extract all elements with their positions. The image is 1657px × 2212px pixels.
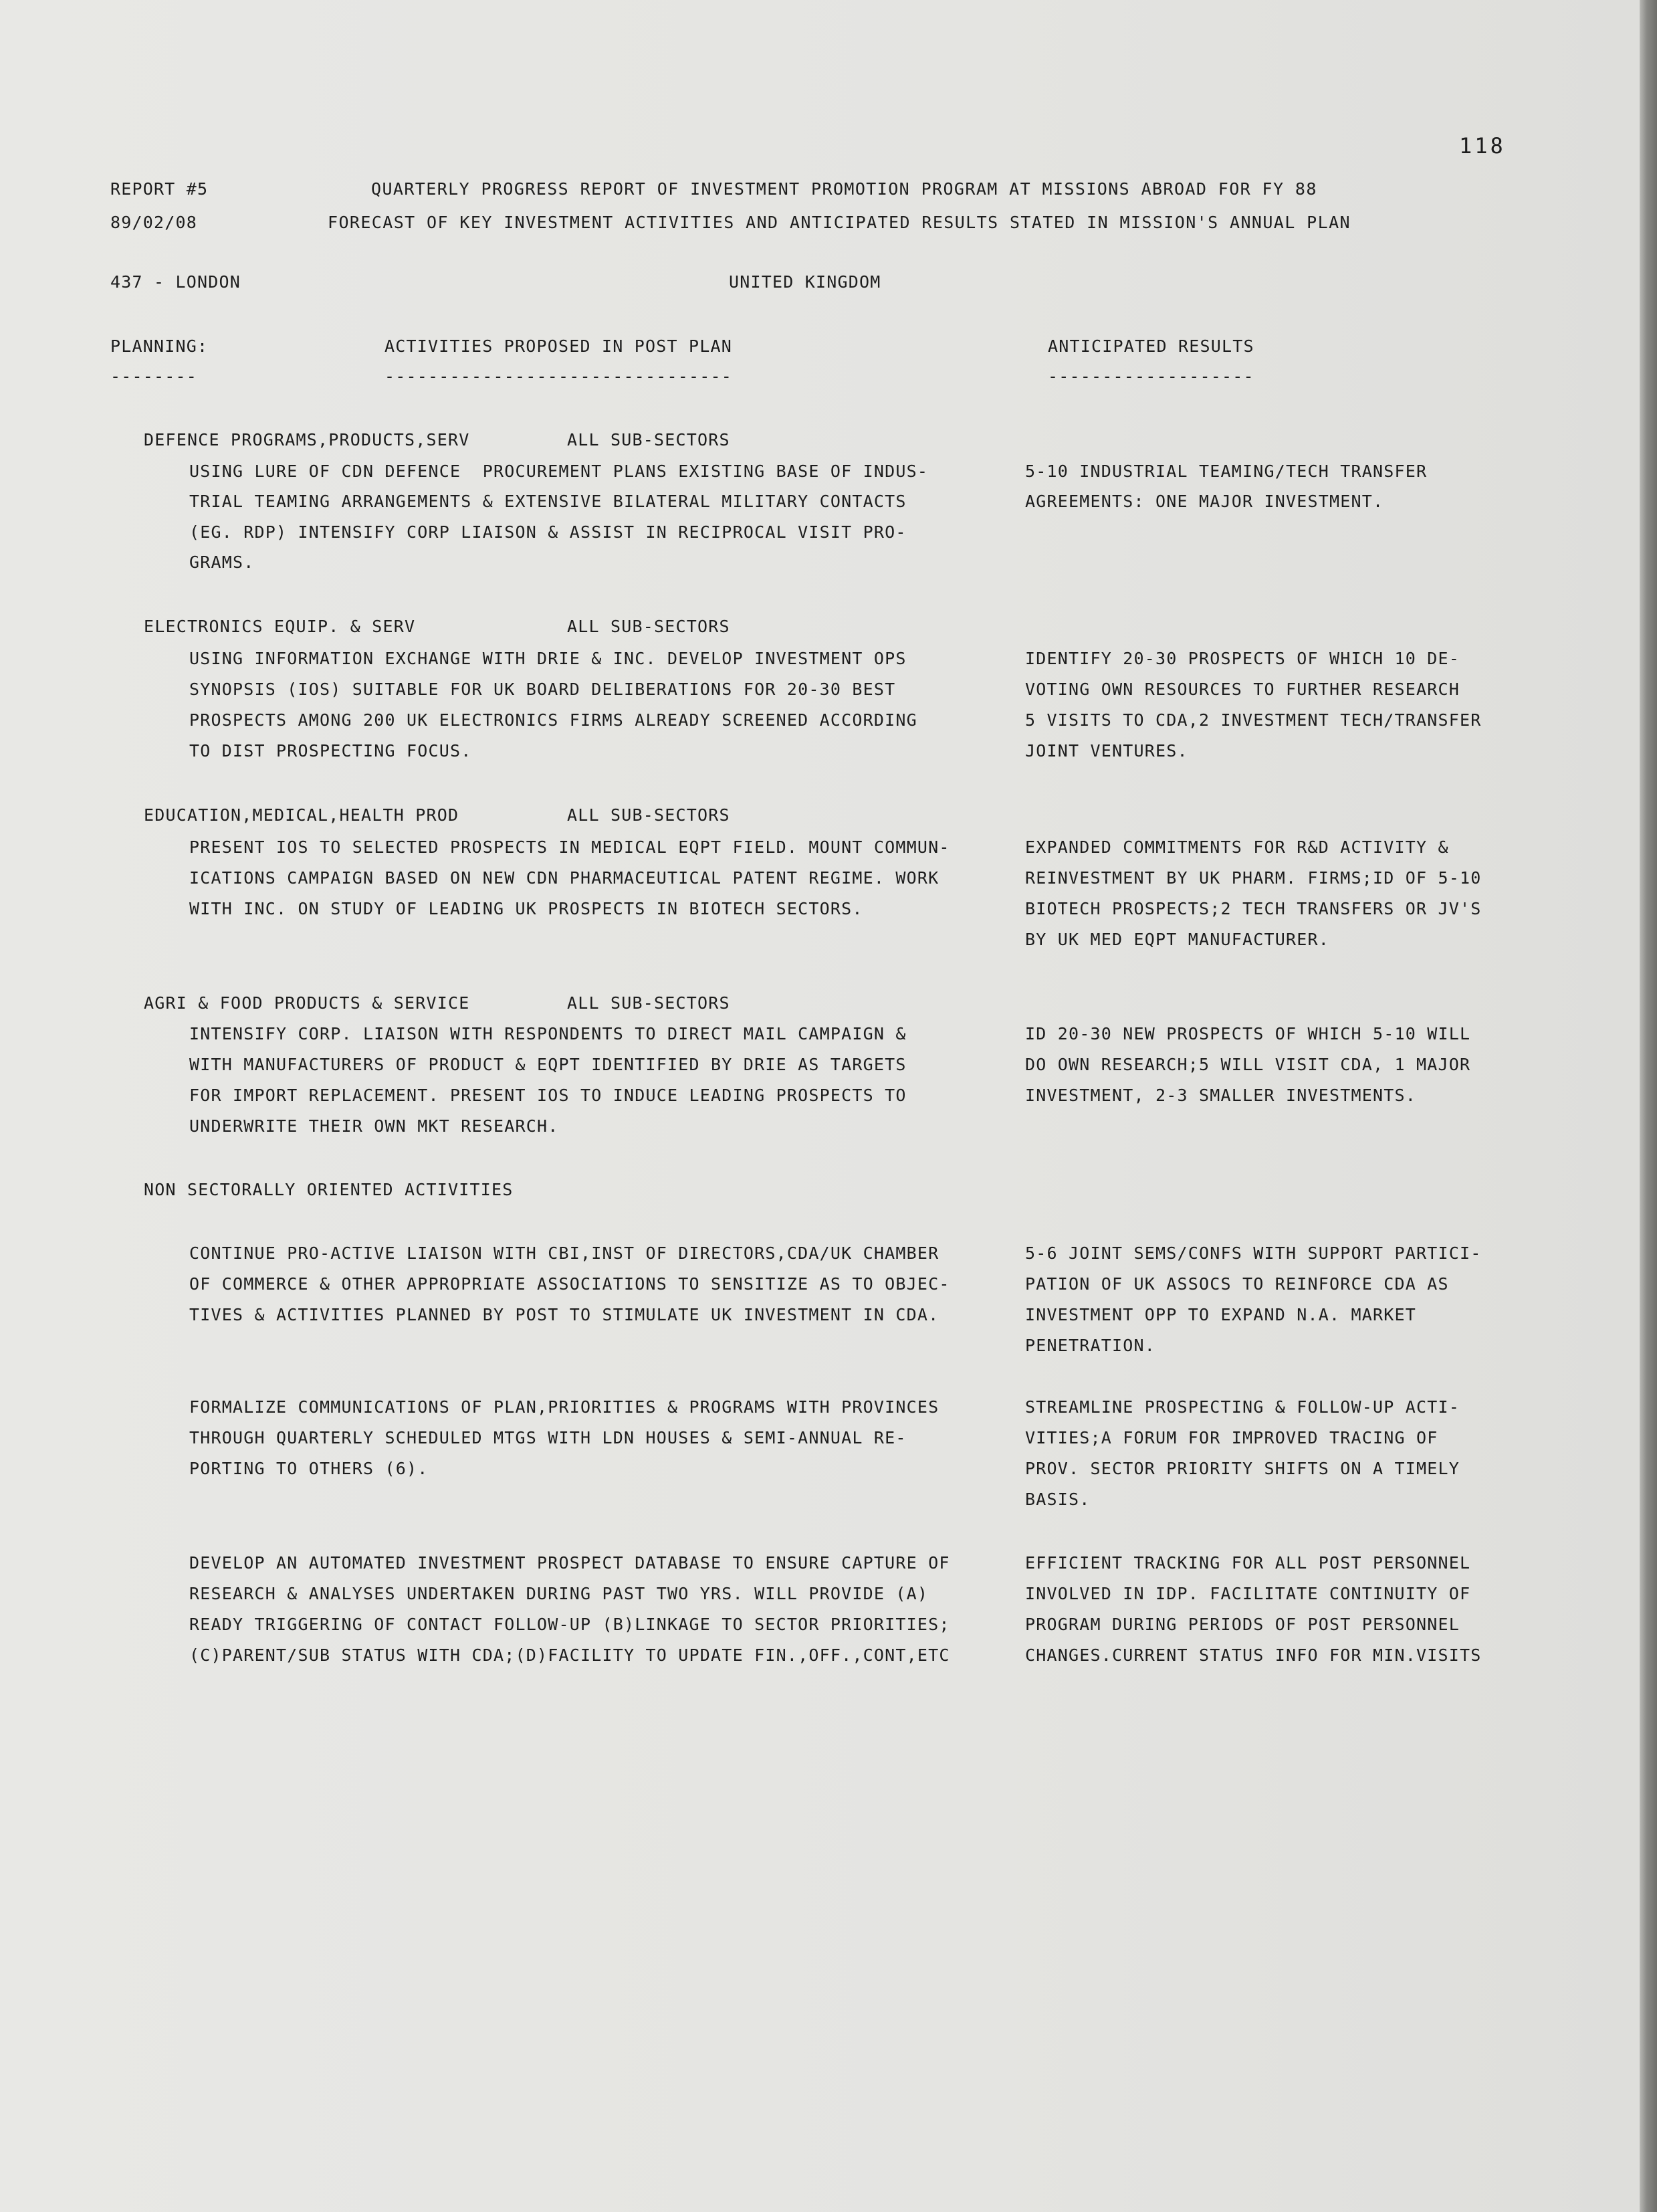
result-line: DO OWN RESEARCH;5 WILL VISIT CDA, 1 MAJOR xyxy=(1025,1055,1471,1074)
country-name: UNITED KINGDOM xyxy=(729,272,881,292)
activity-line: (C)PARENT/SUB STATUS WITH CDA;(D)FACILITY TO UPDATE FIN.,OFF.,CONT,ETC xyxy=(189,1645,950,1665)
report-title: QUARTERLY PROGRESS REPORT OF INVESTMENT PROMOTION PROGRAM AT MISSIONS ABROAD FOR FY 88 xyxy=(371,179,1317,199)
report-subtitle: FORECAST OF KEY INVESTMENT ACTIVITIES AND ANTICIPATED RESULTS STATED IN MISSION'S ANNUAL PLAN xyxy=(328,213,1351,232)
activity-line: WITH MANUFACTURERS OF PRODUCT & EQPT IDENTIFIED BY DRIE AS TARGETS xyxy=(189,1055,907,1074)
non-sectoral-heading: NON SECTORALLY ORIENTED ACTIVITIES xyxy=(144,1180,514,1199)
activity-line: TRIAL TEAMING ARRANGEMENTS & EXTENSIVE BILATERAL MILITARY CONTACTS xyxy=(189,492,907,511)
activity-line: INTENSIFY CORP. LIAISON WITH RESPONDENTS TO DIRECT MAIL CAMPAIGN & xyxy=(189,1024,907,1043)
activity-line: PRESENT IOS TO SELECTED PROSPECTS IN MEDICAL EQPT FIELD. MOUNT COMMUN- xyxy=(189,837,950,857)
activity-line: READY TRIGGERING OF CONTACT FOLLOW-UP (B)LINKAGE TO SECTOR PRIORITIES; xyxy=(189,1615,950,1634)
sector-heading: ELECTRONICS EQUIP. & SERV xyxy=(144,617,416,636)
sector-heading: EDUCATION,MEDICAL,HEALTH PROD xyxy=(144,805,459,825)
post-name: 437 - LONDON xyxy=(110,272,241,292)
activity-line: TIVES & ACTIVITIES PLANNED BY POST TO STIMULATE UK INVESTMENT IN CDA. xyxy=(189,1305,940,1324)
activity-line: GRAMS. xyxy=(189,552,255,572)
activity-line: OF COMMERCE & OTHER APPROPRIATE ASSOCIATIONS TO SENSITIZE AS TO OBJEC- xyxy=(189,1274,950,1294)
report-number: REPORT #5 xyxy=(110,179,209,199)
planning-rule: -------- xyxy=(110,367,198,386)
sub-sector-label: ALL SUB-SECTORS xyxy=(567,993,730,1013)
result-line: BASIS. xyxy=(1025,1490,1091,1509)
activity-line: THROUGH QUARTERLY SCHEDULED MTGS WITH LDN HOUSES & SEMI-ANNUAL RE- xyxy=(189,1428,907,1447)
activity-line: RESEARCH & ANALYSES UNDERTAKEN DURING PAST TWO YRS. WILL PROVIDE (A) xyxy=(189,1584,929,1603)
activity-line: FORMALIZE COMMUNICATIONS OF PLAN,PRIORITIES & PROGRAMS WITH PROVINCES xyxy=(189,1397,940,1417)
result-line: STREAMLINE PROSPECTING & FOLLOW-UP ACTI- xyxy=(1025,1397,1460,1417)
activity-line: USING LURE OF CDN DEFENCE PROCUREMENT PLANS EXISTING BASE OF INDUS- xyxy=(189,462,929,481)
activities-rule: -------------------------------- xyxy=(384,367,733,386)
activity-line: PORTING TO OTHERS (6). xyxy=(189,1459,429,1478)
activity-line: CONTINUE PRO-ACTIVE LIAISON WITH CBI,INST OF DIRECTORS,CDA/UK CHAMBER xyxy=(189,1243,940,1263)
result-line: EFFICIENT TRACKING FOR ALL POST PERSONNEL xyxy=(1025,1553,1471,1573)
planning-heading: PLANNING: xyxy=(110,336,209,356)
result-line: AGREEMENTS: ONE MAJOR INVESTMENT. xyxy=(1025,492,1384,511)
sector-heading: DEFENCE PROGRAMS,PRODUCTS,SERV xyxy=(144,430,470,449)
activity-line: USING INFORMATION EXCHANGE WITH DRIE & INC. DEVELOP INVESTMENT OPS xyxy=(189,649,907,668)
results-rule: ------------------- xyxy=(1048,367,1254,386)
result-line: PATION OF UK ASSOCS TO REINFORCE CDA AS xyxy=(1025,1274,1449,1294)
result-line: VOTING OWN RESOURCES TO FURTHER RESEARCH xyxy=(1025,680,1460,699)
result-line: 5 VISITS TO CDA,2 INVESTMENT TECH/TRANSFER xyxy=(1025,710,1482,730)
result-line: CHANGES.CURRENT STATUS INFO FOR MIN.VISITS xyxy=(1025,1645,1482,1665)
result-line: BIOTECH PROSPECTS;2 TECH TRANSFERS OR JV'S xyxy=(1025,899,1482,918)
result-line: ID 20-30 NEW PROSPECTS OF WHICH 5-10 WILL xyxy=(1025,1024,1471,1043)
activity-line: WITH INC. ON STUDY OF LEADING UK PROSPECTS IN BIOTECH SECTORS. xyxy=(189,899,863,918)
page-edge-shadow xyxy=(1640,0,1657,2212)
result-line: REINVESTMENT BY UK PHARM. FIRMS;ID OF 5-10 xyxy=(1025,868,1482,888)
activity-line: UNDERWRITE THEIR OWN MKT RESEARCH. xyxy=(189,1116,559,1136)
result-line: 5-10 INDUSTRIAL TEAMING/TECH TRANSFER xyxy=(1025,462,1428,481)
activity-line: SYNOPSIS (IOS) SUITABLE FOR UK BOARD DELIBERATIONS FOR 20-30 BEST xyxy=(189,680,896,699)
result-line: INVESTMENT, 2-3 SMALLER INVESTMENTS. xyxy=(1025,1086,1417,1105)
activity-line: ICATIONS CAMPAIGN BASED ON NEW CDN PHARMACEUTICAL PATENT REGIME. WORK xyxy=(189,868,940,888)
activity-line: PROSPECTS AMONG 200 UK ELECTRONICS FIRMS ALREADY SCREENED ACCORDING xyxy=(189,710,917,730)
activity-line: (EG. RDP) INTENSIFY CORP LIAISON & ASSIST IN RECIPROCAL VISIT PRO- xyxy=(189,522,907,542)
results-heading: ANTICIPATED RESULTS xyxy=(1048,336,1254,356)
sub-sector-label: ALL SUB-SECTORS xyxy=(567,805,730,825)
sub-sector-label: ALL SUB-SECTORS xyxy=(567,617,730,636)
activity-line: FOR IMPORT REPLACEMENT. PRESENT IOS TO INDUCE LEADING PROSPECTS TO xyxy=(189,1086,907,1105)
page-number: 118 xyxy=(1459,133,1506,159)
result-line: INVOLVED IN IDP. FACILITATE CONTINUITY OF xyxy=(1025,1584,1471,1603)
result-line: BY UK MED EQPT MANUFACTURER. xyxy=(1025,930,1330,949)
activity-line: TO DIST PROSPECTING FOCUS. xyxy=(189,741,472,761)
result-line: JOINT VENTURES. xyxy=(1025,741,1188,761)
sub-sector-label: ALL SUB-SECTORS xyxy=(567,430,730,449)
activities-heading: ACTIVITIES PROPOSED IN POST PLAN xyxy=(384,336,733,356)
result-line: INVESTMENT OPP TO EXPAND N.A. MARKET xyxy=(1025,1305,1417,1324)
result-line: IDENTIFY 20-30 PROSPECTS OF WHICH 10 DE- xyxy=(1025,649,1460,668)
result-line: EXPANDED COMMITMENTS FOR R&D ACTIVITY & xyxy=(1025,837,1449,857)
result-line: PENETRATION. xyxy=(1025,1336,1156,1355)
result-line: PROV. SECTOR PRIORITY SHIFTS ON A TIMELY xyxy=(1025,1459,1460,1478)
report-date: 89/02/08 xyxy=(110,213,198,232)
activity-line: DEVELOP AN AUTOMATED INVESTMENT PROSPECT DATABASE TO ENSURE CAPTURE OF xyxy=(189,1553,950,1573)
result-line: 5-6 JOINT SEMS/CONFS WITH SUPPORT PARTICI- xyxy=(1025,1243,1482,1263)
result-line: PROGRAM DURING PERIODS OF POST PERSONNEL xyxy=(1025,1615,1460,1634)
result-line: VITIES;A FORUM FOR IMPROVED TRACING OF xyxy=(1025,1428,1438,1447)
sector-heading: AGRI & FOOD PRODUCTS & SERVICE xyxy=(144,993,470,1013)
